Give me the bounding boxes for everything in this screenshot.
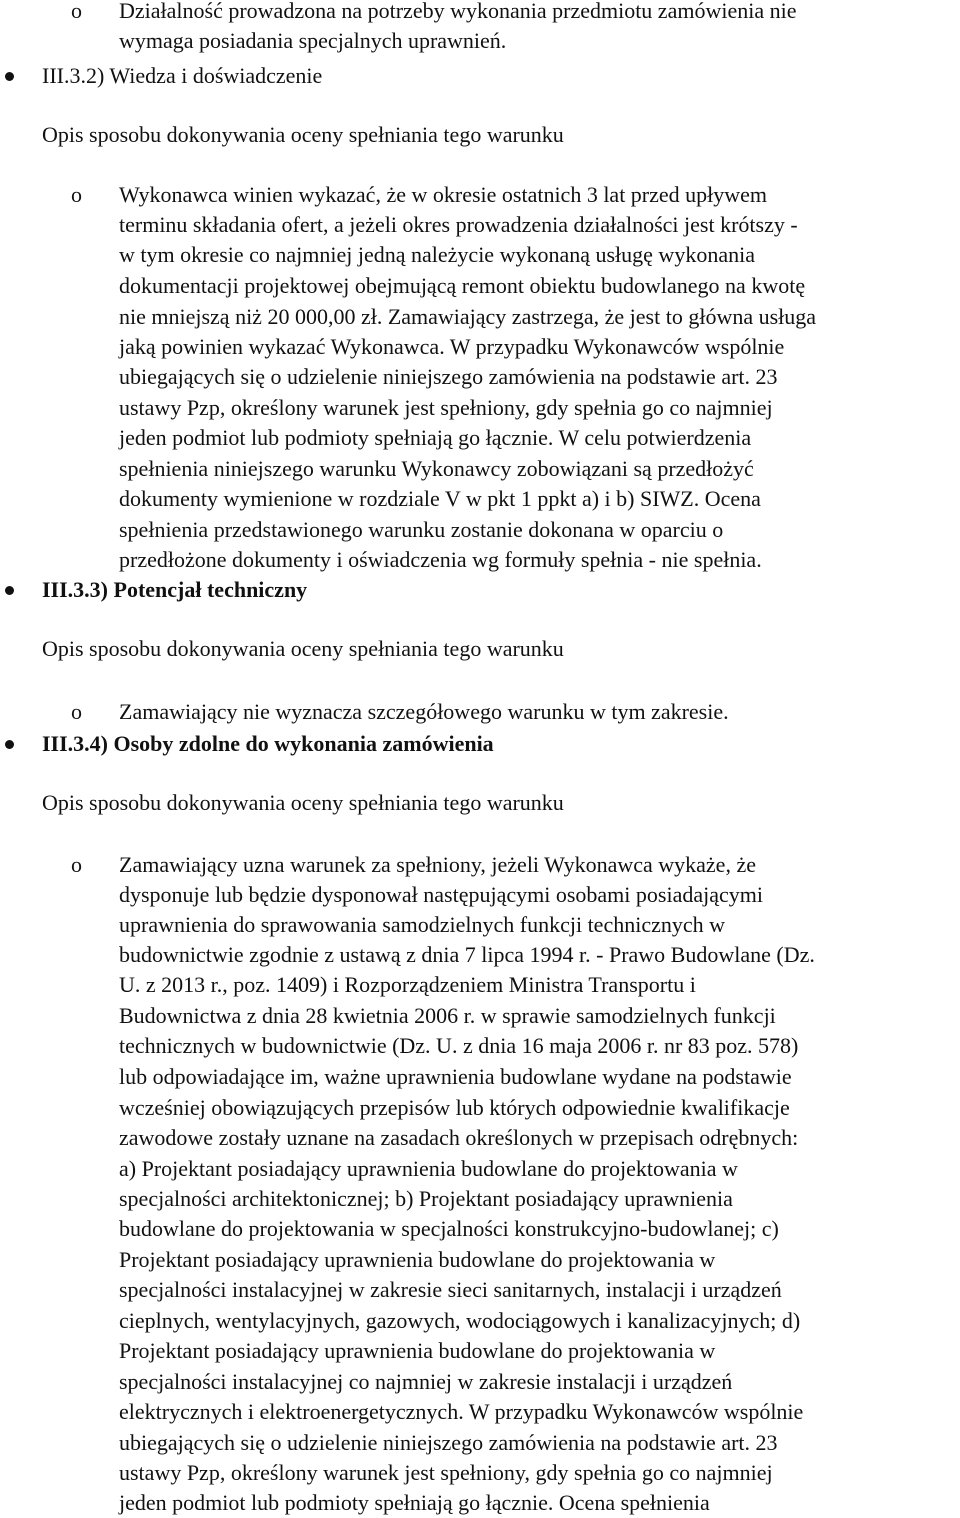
section-4-line-22: jeden podmiot lub podmioty spełniają go łącznie. Ocena spełnienia — [119, 1490, 710, 1515]
section-2-line-12: spełnienia przedstawionego warunku zostanie dokonana w oparciu o — [119, 517, 724, 542]
section-4-line-7: technicznych w budownictwie (Dz. U. z dnia 16 maja 2006 r. nr 83 poz. 578) — [119, 1033, 799, 1058]
section-2-heading-text: 2) Wiedza i doświadczenie — [85, 63, 323, 88]
section-2-line-4: dokumentacji projektowej obejmującą remont obiektu budowlanego na kwotę — [119, 273, 806, 298]
section-3-subheading: Opis sposobu dokonywania oceny spełniania tego warunku — [42, 636, 564, 661]
section-4-line-4: budownictwie zgodnie z ustawą z dnia 7 lipca 1994 r. - Prawo Budowlane (Dz. — [119, 942, 815, 967]
section-2-heading — [42, 61, 322, 91]
section-2-line-8: ustawy Pzp, określony warunek jest spełniony, gdy spełnia go co najmniej — [119, 395, 773, 420]
section-4-line-10: zawodowe zostały uznane na zasadach określonych w przepisach odrębnych: — [119, 1125, 799, 1150]
section-2-marker: o — [71, 182, 82, 207]
section-1-line-2: wymaga posiadania specjalnych uprawnień. — [119, 28, 507, 53]
section-4-line-17: Projektant posiadający uprawnienia budowlane do projektowania w — [119, 1338, 716, 1363]
section-2-line-1: Wykonawca winien wykazać, że w okresie ostatnich 3 lat przed upływem — [119, 182, 768, 207]
section-4-line-8: lub odpowiadające im, ważne uprawnienia budowlane wydane na podstawie — [119, 1064, 792, 1089]
section-4-line-13: budowlane do projektowania w specjalności konstrukcyjno-budowlanej; c) — [119, 1216, 779, 1241]
section-4-bullet — [5, 740, 14, 749]
section-4-line-11: a) Projektant posiadający uprawnienia budowlane do projektowania w — [119, 1156, 738, 1181]
section-2-line-2: terminu składania ofert, a jeżeli okres prowadzenia działalności jest krótszy - — [119, 212, 798, 237]
section-2-line-3: w tym okresie co najmniej jedną należycie wykonaną usługę wykonania — [119, 242, 755, 267]
section-4-marker: o — [71, 852, 82, 877]
section-4-line-5: U. z 2013 r., poz. 1409) i Rozporządzeniem Ministra Transportu i — [119, 972, 696, 997]
section-4-line-6: Budownictwa z dnia 28 kwietnia 2006 r. w sprawie samodzielnych funkcji — [119, 1003, 776, 1028]
section-4-line-1: Zamawiający uzna warunek za spełniony, jeżeli Wykonawca wykaże, że — [119, 852, 756, 877]
section-2-line-11: dokumenty wymienione w rozdziale V w pkt 1 ppkt a) i b) SIWZ. Ocena — [119, 486, 761, 511]
section-4-line-16: cieplnych, wentylacyjnych, gazowych, wodociągowych i kanalizacyjnych; d) — [119, 1308, 801, 1333]
section-2-line-6: jaką powinien wykazać Wykonawca. W przypadku Wykonawców wspólnie — [119, 334, 785, 359]
section-2-bullet — [5, 72, 14, 81]
section-2-line-9: jeden podmiot lub podmioty spełniają go łącznie. W celu potwierdzenia — [119, 425, 752, 450]
section-2-line-5: nie mniejszą niż 20 000,00 zł. Zamawiający zastrzega, że jest to główna usługa — [119, 304, 817, 329]
section-2-line-7: ubiegających się o udzielenie niniejszego zamówienia na podstawie art. 23 — [119, 364, 778, 389]
section-4-line-12: specjalności architektonicznej; b) Projektant posiadający uprawnienia — [119, 1186, 733, 1211]
section-2-subheading: Opis sposobu dokonywania oceny spełniania tego warunku — [42, 122, 564, 147]
section-3-heading: III.3.3) Potencjał techniczny — [42, 577, 308, 602]
section-4-line-20: ubiegających się o udzielenie niniejszego zamówienia na podstawie art. 23 — [119, 1430, 778, 1455]
section-4-line-18: specjalności instalacyjnej co najmniej w zakresie instalacji i urządzeń — [119, 1369, 733, 1394]
section-1-line-1: Działalność prowadzona na potrzeby wykonania przedmiotu zamówienia nie — [119, 0, 797, 23]
section-1-marker: o — [71, 0, 82, 23]
section-3-marker: o — [71, 699, 82, 724]
section-4-line-9: wcześniej obowiązujących przepisów lub których odpowiednie kwalifikacje — [119, 1095, 790, 1120]
section-4-line-21: ustawy Pzp, określony warunek jest spełniony, gdy spełnia go co najmniej — [119, 1460, 773, 1485]
section-2-line-10: spełnienia niniejszego warunku Wykonawcy zobowiązani są przedłożyć — [119, 456, 754, 481]
section-3-line-1: Zamawiający nie wyznacza szczegółowego warunku w tym zakresie. — [119, 699, 729, 724]
section-2-line-13: przedłożone dokumenty i oświadczenia wg formuły spełnia - nie spełnia. — [119, 547, 762, 572]
section-4-subheading: Opis sposobu dokonywania oceny spełniania tego warunku — [42, 790, 564, 815]
section-4-heading: III.3.4) Osoby zdolne do wykonania zamówienia — [42, 731, 494, 756]
section-4-line-19: elektrycznych i elektroenergetycznych. W przypadku Wykonawców wspólnie — [119, 1399, 804, 1424]
section-4-line-3: uprawnienia do sprawowania samodzielnych funkcji technicznych w — [119, 912, 726, 937]
section-4-line-14: Projektant posiadający uprawnienia budowlane do projektowania w — [119, 1247, 716, 1272]
section-4-line-2: dysponuje lub będzie dysponował następującymi osobami posiadającymi — [119, 882, 763, 907]
section-4-line-15: specjalności instalacyjnej w zakresie sieci sanitarnych, instalacji i urządzeń — [119, 1277, 782, 1302]
section-3-bullet — [5, 586, 14, 595]
section-2-heading-prefix: III.3. — [42, 63, 86, 88]
